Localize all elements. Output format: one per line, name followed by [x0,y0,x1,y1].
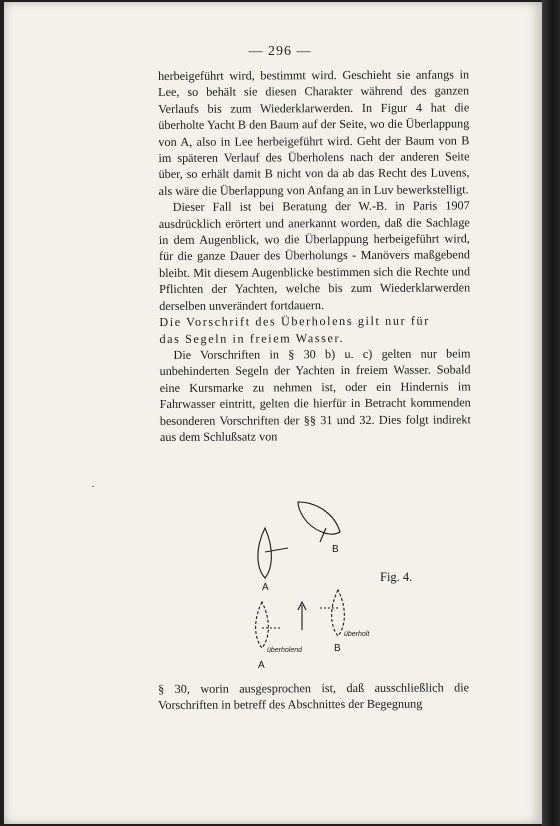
paragraph-paragraph-30: § 30, worin ausgesprochen ist, daß ausschließlich die Vorschriften in betreff des Abschnittes der Begegnung [158,680,470,713]
yacht-diagram-svg [240,490,420,680]
paragraph-paris-1907: Dieser Fall ist bei Beratung der W.-B. in Paris 1907 ausdrücklich erörtert und anerkannt worden, daß die Sachlage in dem Augenblick, wo die Überlappung herbeigeführt wird, für die ganze Dauer des Überholungs - Manövers maßgebend bleibt. Mit diesem Augenblicke bestimmen sich die Rechte und Pflichten der Yachten, welche bis zum Wiederklarwerden derselben unverändert fortdauern. [158,198,471,313]
paragraph-vorschriften: Die Vorschriften in § 30 b) u. c) gelten nur beim unbehinderten Segeln der Yachten in freiem Wasser. Sobald eine Kursmarke zu nehmen ist, oder ein Hindernis im Fahrwasser eintritt, gelten die hierfür in Betracht kommenden besonderen Vorschriften der §§ 31 und 32. Dies folgt indirekt aus dem Schlußsatz von [159,346,471,444]
figure-caption: Fig. 4. [380,570,413,584]
section-heading-line-1: Die Vorschrift des Überholens gilt nur für [159,313,430,330]
body-text-top [158,66,471,445]
body-text-bottom [158,679,469,713]
paragraph-continuation: herbeigeführt wird, bestimmt wird. Geschieht sie anfangs in Lee, so behält sie diesen Charakter während des ganzen Verlaufs bis zum Wiederklarwerden. In Figur 4 hat die überholte Yacht B den Baum auf der Seite, wo die Überlappung von A, also in Lee herbeigeführt wird. Geht der Baum von B im späteren Verlauf des Überholens nach der anderen Seite über, so erhält damit B nicht von da ab das Recht des Luvens, als wäre die Überlappung von Anfang an in Luv bewerkstelligt. [158,67,470,198]
figure-label-ueberholt: überholt [344,631,370,638]
yacht-a-top-boom [265,548,288,552]
yacht-a-bottom-hull [256,602,269,648]
figure-label-b-bottom: B [334,643,341,654]
figure-label-b-top: B [332,544,339,555]
figure-label-ueberholend: überholend [267,647,303,654]
yacht-b-top-boom [320,528,326,542]
figure-label-a-top: A [262,582,269,593]
figure-label-a-bottom: A [258,660,265,671]
scan-speck [92,486,94,487]
figure-4-diagram [240,490,420,680]
yacht-b-bottom-hull [332,590,345,636]
yacht-a-top-hull [258,528,272,578]
yacht-b-top-hull [298,502,340,534]
page-edge-shadow [542,0,560,826]
page-number: — 296 — [248,44,312,59]
section-heading-line-2: das Segeln in freiem Wasser. [159,330,345,346]
